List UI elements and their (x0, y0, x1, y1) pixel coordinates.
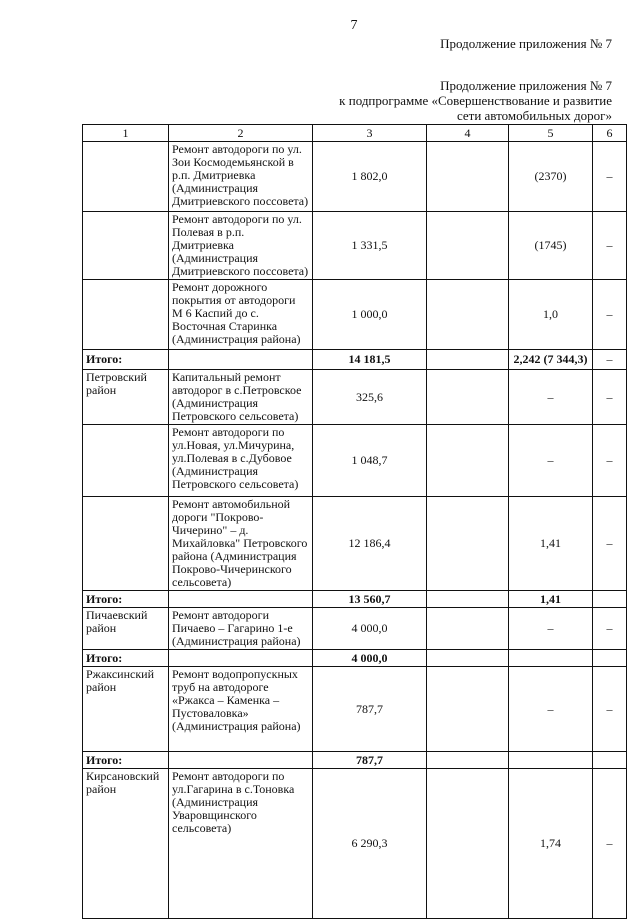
total-row (83, 752, 627, 769)
cell-col-5: 1,74 (509, 769, 593, 919)
cell-col-4 (427, 497, 509, 591)
table-row (83, 280, 627, 350)
cell-col-5: 1,0 (509, 280, 593, 350)
table-row (83, 769, 627, 919)
cell-col-2: Ремонт водопропускных труб на автодороге «Ржакса – Каменка – Пустоваловка» (Администрация района) (169, 667, 313, 752)
cell-col-6 (593, 650, 627, 667)
continuation-line-2: к подпрограмме «Совершенствование и развитие (339, 93, 612, 108)
cell-col-5: – (509, 370, 593, 425)
cell-col-1 (83, 142, 169, 212)
cell-col-4 (427, 350, 509, 370)
cell-col-3: 14 181,5 (313, 350, 427, 370)
cell-col-5: – (509, 425, 593, 497)
cell-col-3: 13 560,7 (313, 591, 427, 608)
continuation-note: Продолжение приложения № 7 (440, 36, 612, 51)
cell-col-5 (509, 650, 593, 667)
cell-col-5: (2370) (509, 142, 593, 212)
cell-col-6: – (593, 769, 627, 919)
cell-col-2: Ремонт автодороги по ул. Полевая в р.п. Дмитриевка (Администрация Дмитриевского поссовета) (169, 212, 313, 280)
cell-col-6: – (593, 425, 627, 497)
continuation-block (339, 78, 612, 123)
cell-col-3: 1 048,7 (313, 425, 427, 497)
cell-col-6: – (593, 212, 627, 280)
cell-col-1: Итого: (83, 752, 169, 769)
table-row (83, 370, 627, 425)
cell-col-1: Кирсановский район (83, 769, 169, 919)
cell-col-5: – (509, 608, 593, 650)
cell-col-1 (83, 425, 169, 497)
cell-col-1 (83, 212, 169, 280)
cell-col-4 (427, 591, 509, 608)
roads-table (82, 124, 627, 919)
cell-col-3: 12 186,4 (313, 497, 427, 591)
cell-col-6: – (593, 497, 627, 591)
header-col-5: 5 (509, 125, 593, 142)
total-row (83, 350, 627, 370)
table-row (83, 667, 627, 752)
cell-col-2 (169, 350, 313, 370)
cell-col-5 (509, 752, 593, 769)
cell-col-3: 6 290,3 (313, 769, 427, 919)
cell-col-2: Ремонт дорожного покрытия от автодороги М 6 Каспий до с. Восточная Старинка (Администрация района) (169, 280, 313, 350)
cell-col-6 (593, 752, 627, 769)
table-row (83, 212, 627, 280)
header-col-6: 6 (593, 125, 627, 142)
table-header-row (83, 125, 627, 142)
header-col-3: 3 (313, 125, 427, 142)
cell-col-3: 1 331,5 (313, 212, 427, 280)
cell-col-1: Ржаксинский район (83, 667, 169, 752)
cell-col-6: – (593, 280, 627, 350)
cell-col-4 (427, 650, 509, 667)
table-row (83, 142, 627, 212)
cell-col-5: – (509, 667, 593, 752)
cell-col-6 (593, 591, 627, 608)
table-row (83, 425, 627, 497)
cell-col-6: – (593, 370, 627, 425)
cell-col-2: Капитальный ремонт автодорог в с.Петровское (Администрация Петровского сельсовета) (169, 370, 313, 425)
total-row (83, 591, 627, 608)
table-row (83, 497, 627, 591)
cell-col-3: 325,6 (313, 370, 427, 425)
cell-col-4 (427, 752, 509, 769)
cell-col-5: 2,242 (7 344,3) (509, 350, 593, 370)
cell-col-5: (1745) (509, 212, 593, 280)
cell-col-1: Итого: (83, 591, 169, 608)
cell-col-3: 787,7 (313, 667, 427, 752)
cell-col-4 (427, 769, 509, 919)
cell-col-2: Ремонт автомобильной дороги "Покрово-Чичерино" – д. Михайловка" Петровского района (Администрация Покрово-Чичеринского сельсовета) (169, 497, 313, 591)
cell-col-5: 1,41 (509, 591, 593, 608)
cell-col-1: Итого: (83, 650, 169, 667)
roads-table-body (83, 125, 627, 919)
cell-col-6: – (593, 608, 627, 650)
cell-col-4 (427, 425, 509, 497)
cell-col-2: Ремонт автодороги Пичаево – Гагарино 1-е (Администрация района) (169, 608, 313, 650)
cell-col-6: – (593, 667, 627, 752)
header-col-1: 1 (83, 125, 169, 142)
cell-col-2: Ремонт автодороги по ул.Новая, ул.Мичурина, ул.Полевая в с.Дубовое (Администрация Петровского сельсовета) (169, 425, 313, 497)
cell-col-1: Итого: (83, 350, 169, 370)
cell-col-2: Ремонт автодороги по ул. Зои Космодемьянской в р.п. Дмитриевка (Администрация Дмитриевского поссовета) (169, 142, 313, 212)
total-row (83, 650, 627, 667)
cell-col-4 (427, 370, 509, 425)
cell-col-4 (427, 142, 509, 212)
cell-col-1 (83, 497, 169, 591)
cell-col-3: 1 000,0 (313, 280, 427, 350)
cell-col-5: 1,41 (509, 497, 593, 591)
cell-col-2: Ремонт автодороги по ул.Гагарина в с.Тоновка (Администрация Уваровщинского сельсовета) (169, 769, 313, 919)
cell-col-4 (427, 280, 509, 350)
cell-col-6: – (593, 142, 627, 212)
cell-col-3: 4 000,0 (313, 650, 427, 667)
header-col-2: 2 (169, 125, 313, 142)
continuation-line-1: Продолжение приложения № 7 (440, 78, 612, 93)
cell-col-2 (169, 650, 313, 667)
cell-col-1 (83, 280, 169, 350)
header-col-4: 4 (427, 125, 509, 142)
continuation-line-3: сети автомобильных дорог» (456, 108, 612, 123)
cell-col-3: 1 802,0 (313, 142, 427, 212)
cell-col-2 (169, 591, 313, 608)
cell-col-1: Пичаевский район (83, 608, 169, 650)
cell-col-1: Петровский район (83, 370, 169, 425)
cell-col-3: 787,7 (313, 752, 427, 769)
cell-col-3: 4 000,0 (313, 608, 427, 650)
cell-col-4 (427, 608, 509, 650)
cell-col-4 (427, 667, 509, 752)
cell-col-2 (169, 752, 313, 769)
page-number: 7 (350, 18, 358, 33)
cell-col-4 (427, 212, 509, 280)
table-row (83, 608, 627, 650)
cell-col-6: – (593, 350, 627, 370)
